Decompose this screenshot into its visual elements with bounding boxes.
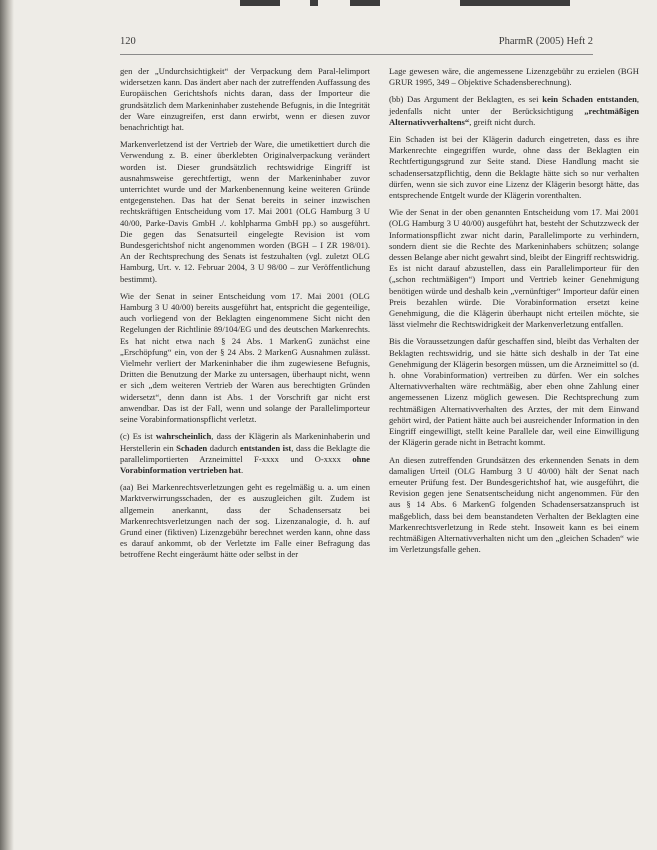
text-run: (c) Es ist: [120, 431, 156, 442]
text-run: , greift nicht durch.: [469, 116, 536, 127]
paragraph: [389, 207, 639, 330]
text-run: .: [240, 464, 244, 475]
paragraph: [120, 291, 370, 425]
page-binding-shadow: [0, 0, 14, 850]
text-run: Wie der Senat in seiner Entscheidung vom 17. Mai 2001 (OLG Hamburg 3 U 40/00) bereits ausgeführt hat, entspricht die gegenteilige, auch vorliegend von der Beklagten eingenommene Sicht nicht den Regelungen der Richtlinie 89/104/EG und des deutschen Markenrechts. Es hat nicht etwa nach § 24 Abs. 1 MarkenG zunächst eine „Erschöpfung“ ein, von der § 24 Abs. 2 MarkenG Ausnahmen zulässt. Vielmehr verliert der Markeninhaber die ihm zugewiesene Befugnis, Dritten die Benutzung der Marke zu untersagen, überhaupt nicht, wenn er sich „dem weiteren Vertrieb der Waren aus berechtigten Gründen widersetzt“, denn dann ist Abs. 1 der Vorschrift gar nicht erst anwendbar. Das ist der Fall, wenn und solange der Parallelimporteur seine Vorabinformationspflicht verletzt.: [120, 290, 370, 425]
bold-text: entstanden ist: [240, 442, 292, 453]
bold-text: „rechtmäßigen Alternativverhaltens“: [389, 105, 639, 127]
text-run: An diesen zutreffenden Grundsätzen des erkennenden Senats in dem damaligen Urteil (OLG Hamburg 3 U 40/00) hält der Senat nach erneuter Prüfung fest. Der Bundesgerichtshof hat, wie ausgeführt, die Revision gegen jene Senatsentscheidung nicht angenommen. Für den aus § 14 Abs. 6 MarkenG folgenden Schadensersatzanspruch ist maßgeblich, dass bei dem beanstandeten Verhalten der Beklagten eine Markenrechtsverletzung in Rede steht. Insoweit kann es bei einem rechtmäßigen Alternativverhalten nicht um den „gleichen Schaden“ wie im Verletzungsfalle gehen.: [389, 454, 639, 555]
text-run: (bb) Das Argument der Beklagten, es sei: [389, 94, 543, 105]
paragraph: [120, 66, 370, 133]
header-rule: [120, 54, 593, 55]
text-run: (aa) Bei Markenrechtsverletzungen geht es regelmäßig u. a. um einen Marktverwirrungsschaden, der es auszugleichen gilt. Zudem ist allgemein anerkannt, dass der Schadensersatz bei Markenrechtsverletzungen nach der sog. Lizenzanalogie, d. h. auf Grund einer (fiktiven) Lizenzgebühr berechnet werden kann, ohne dass es darauf ankommt, ob der Verletzte im Falle einer Befragung das betroffene Recht eingeräumt hätte oder selbst in der: [120, 482, 370, 560]
text-run: Bis die Voraussetzungen dafür geschaffen sind, bleibt das Verhalten der Beklagten rechtswidrig, und sie hätte sich deshalb in der Tat eine Genehmigung der Klägerin besorgen müssen, um die Arzneimittel so (d. h. ohne Vorabinformation) vertreiben zu dürfen. Wer ein solches Alternativverhalten wäre rechtmäßig, aber eben ohne Zahlung einer angemessenen Lizenz möglich gewesen. Die Rechtsprechung zum rechtmäßigen Alternativverhalten des Arztes, der mit dem Einwand gehört wird, der Patient hätte auch bei ausreichender Information in den Eingriff eingewilligt, stellt keine Parallele dar, weil eine Einwilligung der Klägerin gerade nicht in Betracht kommt.: [389, 336, 639, 448]
paragraph: [120, 431, 370, 476]
paragraph: [389, 336, 639, 448]
text-run: Wie der Senat in der oben genannten Entscheidung vom 17. Mai 2001 (OLG Hamburg 3 U 40/00) ausgeführt hat, besteht der Schutzzweck der Informationspflicht zwar nicht darin, Parallelimporte zu verhindern, sondern dient sie die Rechte des Markeninhabers schützen; solange dessen Belange aber nicht gewahrt sind, bleibt der Eingriff rechtswidrig. Es ist nicht darauf abzustellen, dass ein Parallelimporteur für den („schon rechtmäßigen“) Import und Vertrieb keiner Genehmigung benötigen würde und deshalb kein „vernünftiger“ Importeur dafür einen Preis bezahlen würde. Die Vorabinformation ersetzt keine Genehmigung, die die Klägerin überhaupt nicht erteilen möchte, sie lässt vielmehr die Rechtswidrigkeit der Markenverletzung entfallen.: [389, 207, 639, 330]
text-run: gen der „Undurchsichtigkeit“ der Verpackung dem Paral-lelimport widersetzen kann. Das ändert aber nach der zutreffenden Auffassung des Europäischen Gerichtshofs nichts daran, dass der Importeur die grundsätzlich dem Markeninhaber zustehende Befugnis, in die Integrität der Ware einzugreifen, erst dann erwirbt, wenn er diesen zuvor benachrichtigt hat.: [120, 66, 370, 133]
text-run: Markenverletzend ist der Vertrieb der Ware, die umetikettiert durch die Verwendung z. B. einer überklebten Originalverpackung verändert worden ist. Dieser grundsätzlich rechtswidrige Eingriff ist ausnahmsweise gerechtfertigt, wenn der Markeninhaber zuvor unterrichtet wurde und der Markenbenennung keine weiteren Gründe entgegenstehen. Das hat der Senat bereits in seiner inzwischen rechtskräftigen Entscheidung vom 17. Mai 2001 (OLG Hamburg 3 U 40/00, Parke-Davis GmbH ./. kohlpharma GmbH pp.) so ausgeführt. Die gegen das Senatsurteil eingelegte Revision ist vom Bundesgerichtshof nicht angenommen worden (BGH – I ZR 198/01). An der Rechtsprechung des Senats ist festzuhalten (vgl. zuletzt OLG Hamburg, Urt. v. 12. Februar 2004, 3 U 98/00 – zur Veröffentlichung bestimmt).: [120, 139, 370, 284]
left-text-column: [120, 66, 370, 567]
page-number: 120: [120, 36, 136, 47]
paragraph: [120, 482, 370, 560]
bold-text: ohne Vorabinformation vertrieben hat: [120, 453, 370, 475]
bold-text: wahrscheinlich: [155, 431, 212, 442]
paragraph: [120, 139, 370, 285]
paragraph: [389, 134, 639, 201]
paragraph: [389, 66, 639, 88]
page-header: [120, 36, 593, 52]
text-run: , jedenfalls nicht unter der Berücksichtigung: [389, 94, 640, 116]
text-run: Lage gewesen wäre, die angemessene Lizenzgebühr zu erzielen (BGH GRUR 1995, 349 – Objektive Schadensberechnung).: [389, 66, 639, 88]
text-run: , dass der Klägerin als Markeninhaberin und Herstellerin ein: [120, 431, 370, 453]
paragraph: [389, 455, 639, 556]
text-run: , dass die Beklagte die parallelimportierten Arzneimittel F-xxxx und O-xxxx: [120, 442, 370, 464]
journal-citation: PharmR (2005) Heft 2: [498, 36, 593, 47]
bold-text: Schaden: [176, 442, 208, 453]
scan-edge-marks: [180, 0, 600, 6]
right-text-column: [389, 66, 639, 561]
paragraph: [389, 94, 639, 128]
bold-text: kein Schaden entstanden: [542, 94, 637, 105]
text-run: dadurch: [207, 442, 241, 453]
text-run: Ein Schaden ist bei der Klägerin dadurch eingetreten, dass es ihre Markenrechte eingegriffen wurde, ohne dass der Beklagten ein Rechtfertigungsgrund zur Seite stand. Diese Handlung macht sie schadensersatzpflichtig, denn die Beklagte hätte sich so nur verhalten dürfen, wenn sie sich zuvor eine Lizenz der Klägerin besorgt hätte, das entsprechende Entgelt wurde der Klägerin vorenthalten.: [389, 134, 639, 201]
